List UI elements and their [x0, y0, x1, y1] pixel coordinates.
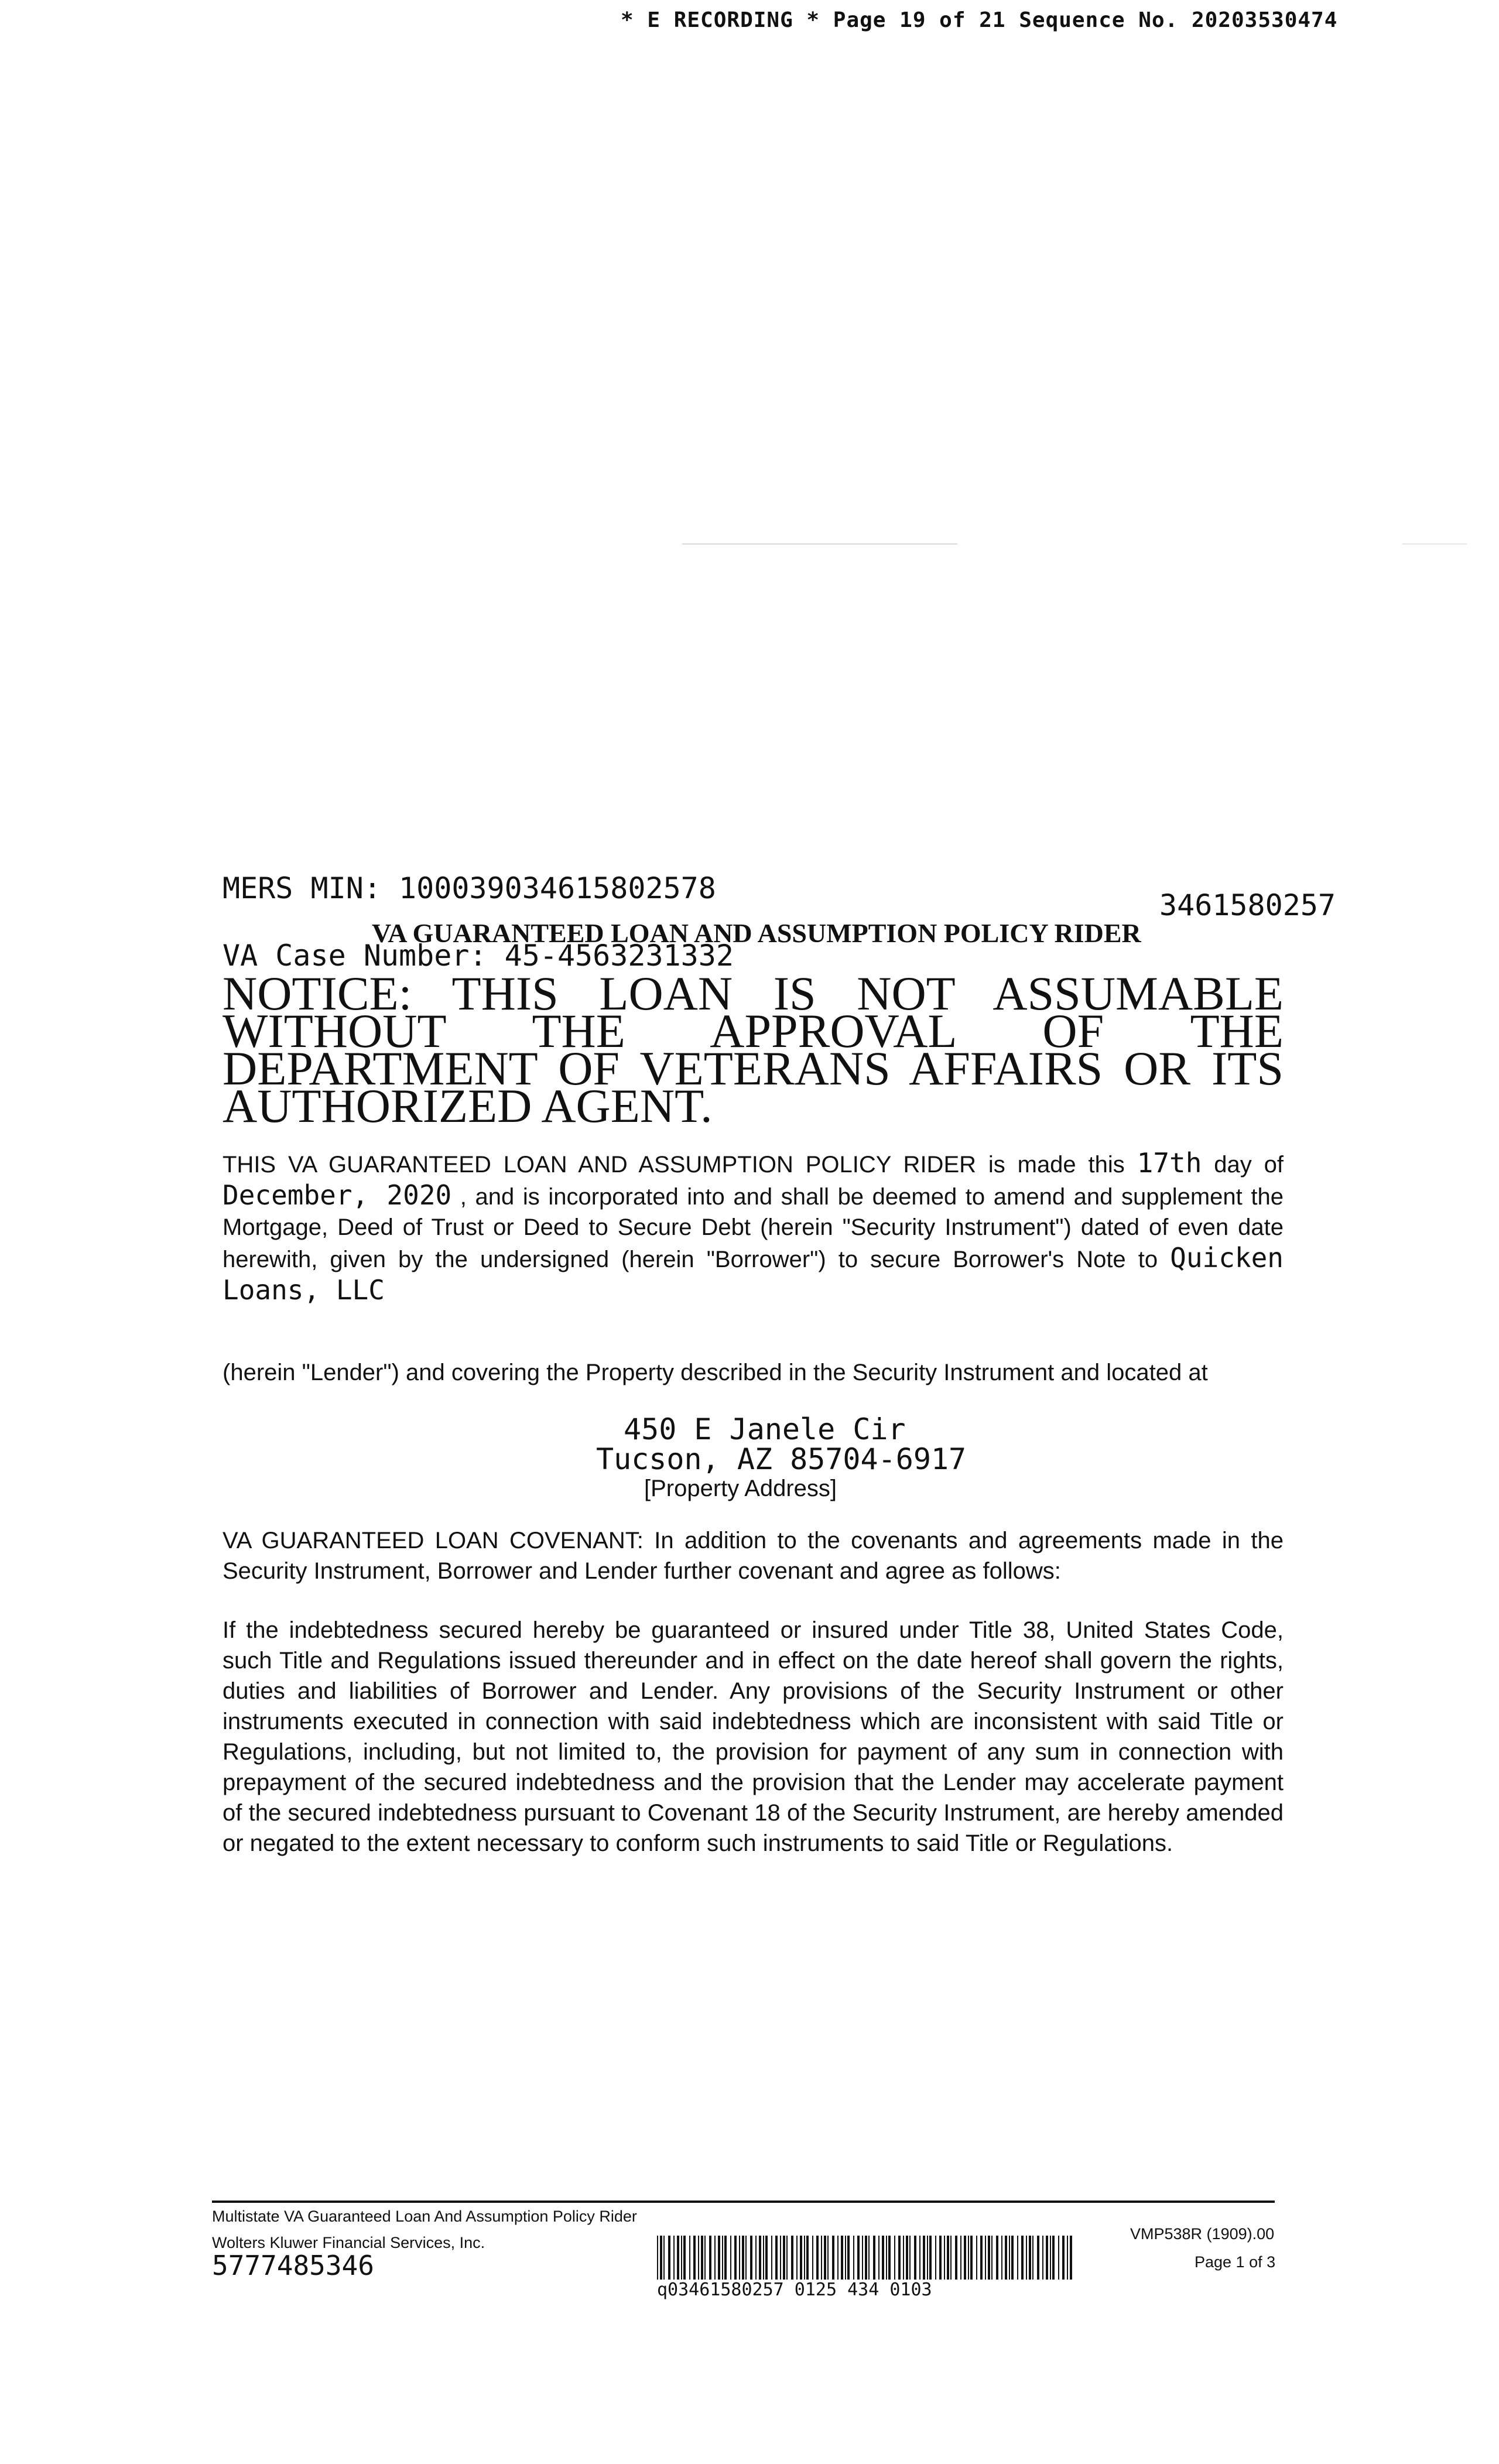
footer-rule: [212, 2201, 1275, 2203]
barcode-bar: [886, 2236, 887, 2280]
barcode-bar: [976, 2236, 977, 2280]
barcode-bar: [1032, 2236, 1033, 2280]
barcode-bar: [806, 2236, 809, 2280]
barcode-bar: [698, 2236, 699, 2280]
month-year-fill: December, 2020: [223, 1179, 452, 1211]
barcode-bar: [865, 2236, 867, 2280]
publisher: Wolters Kluwer Financial Services, Inc.: [212, 2234, 485, 2251]
barcode-bar: [722, 2236, 723, 2280]
barcode-bar: [964, 2236, 966, 2280]
scan-artifact-line: [682, 543, 957, 545]
barcode-bar: [991, 2236, 993, 2280]
intro-text: day of: [1202, 1152, 1284, 1178]
intro-text: THIS VA GUARANTEED LOAN AND ASSUMPTION POLICY RIDER is made this: [223, 1152, 1137, 1178]
barcode-bar: [681, 2236, 682, 2280]
barcode-bar: [988, 2236, 990, 2280]
barcode-bar: [845, 2236, 846, 2280]
barcode-bar: [882, 2236, 884, 2280]
barcode: [657, 2236, 1074, 2280]
barcode-bar: [816, 2236, 819, 2280]
barcode-bar: [1052, 2236, 1055, 2280]
covenant-paragraph: VA GUARANTEED LOAN COVENANT: In addition to the covenants and agreements made in the Security Instrument, Borrower and Lender further covenant and agree as follows:: [223, 1528, 1284, 1584]
barcode-bar: [968, 2236, 969, 2280]
property-address-label: [Property Address]: [644, 1476, 837, 1501]
barcode-bar: [763, 2236, 764, 2280]
barcode-bar: [970, 2236, 973, 2280]
barcode-bar: [929, 2236, 932, 2280]
scan-artifact-line: [1402, 543, 1467, 545]
page-number: Page 1 of 3: [1195, 2253, 1276, 2271]
barcode-bar: [944, 2236, 945, 2280]
barcode-bar: [739, 2236, 740, 2280]
barcode-bar: [704, 2236, 706, 2280]
barcode-bar: [714, 2236, 716, 2280]
barcode-bar: [689, 2236, 690, 2280]
loan-number: 3461580257: [1159, 888, 1336, 922]
intro-text: , and is incorporated into and shall be deemed to amend and supplement the Mortgage, Deed of Trust or Deed to Secure Debt (herein "Security Instrument") dated of even date herewith, given by the undersigned (herein "Borrower") to secure Borrower's Note to: [223, 1184, 1284, 1272]
barcode-bar: [1009, 2236, 1010, 2280]
barcode-bar: [1021, 2236, 1024, 2280]
barcode-bar: [660, 2236, 662, 2280]
barcode-bar: [693, 2236, 696, 2280]
property-address-line1: 450 E Janele Cir: [624, 1412, 906, 1446]
barcode-bar: [1058, 2236, 1059, 2280]
barcode-bar: [955, 2236, 957, 2280]
barcode-bar: [1017, 2236, 1018, 2280]
barcode-bar: [939, 2236, 942, 2280]
barcode-bar: [1062, 2236, 1065, 2280]
barcode-bar: [927, 2236, 928, 2280]
barcode-bar: [996, 2236, 998, 2280]
barcode-bar: [1046, 2236, 1048, 2280]
barcode-bar: [1042, 2236, 1043, 2280]
barcode-bar: [1011, 2236, 1014, 2280]
barcode-bar: [663, 2236, 665, 2280]
barcode-bar: [668, 2236, 670, 2280]
barcode-bar: [800, 2236, 802, 2280]
barcode-bar: [914, 2236, 916, 2280]
barcode-bar: [868, 2236, 870, 2280]
barcode-bar: [1029, 2236, 1031, 2280]
barcode-bar: [745, 2236, 747, 2280]
property-address-line2: Tucson, AZ 85704-6917: [596, 1442, 967, 1476]
barcode-bar: [980, 2236, 983, 2280]
barcode-bar: [786, 2236, 788, 2280]
barcode-bar: [857, 2236, 860, 2280]
barcode-bar: [985, 2236, 986, 2280]
form-title: Multistate VA Guaranteed Loan And Assumption Policy Rider: [212, 2208, 637, 2225]
va-case-number: VA Case Number: 45-4563231332: [223, 939, 734, 973]
barcode-bar: [821, 2236, 822, 2280]
barcode-bar: [673, 2236, 675, 2280]
barcode-bar: [878, 2236, 879, 2280]
intro-paragraph: [223, 1148, 1284, 1307]
barcode-bar: [701, 2236, 703, 2280]
barcode-bar: [734, 2236, 737, 2280]
barcode-bar: [804, 2236, 805, 2280]
barcode-bar: [824, 2236, 826, 2280]
barcode-bar: [898, 2236, 901, 2280]
barcode-bar: [771, 2236, 772, 2280]
barcode-bar: [960, 2236, 961, 2280]
barcode-bar: [906, 2236, 908, 2280]
barcode-bar: [742, 2236, 744, 2280]
mers-min: MERS MIN: 100039034615802578: [223, 871, 716, 905]
assumption-notice: NOTICE: THIS LOAN IS NOT ASSUMABLE WITHOUT THE APPROVAL OF THE DEPARTMENT OF VETERANS AFFAIRS OR ITS AUTHORIZED AGENT.: [223, 967, 1284, 1132]
barcode-bar: [677, 2236, 679, 2280]
barcode-bar: [683, 2236, 686, 2280]
barcode-bar: [791, 2236, 793, 2280]
barcode-bar: [919, 2236, 920, 2280]
barcode-bar: [759, 2236, 761, 2280]
barcode-bar: [750, 2236, 752, 2280]
barcode-bar: [780, 2236, 781, 2280]
barcode-bar: [1070, 2236, 1072, 2280]
barcode-bar: [1005, 2236, 1007, 2280]
barcode-bar: [755, 2236, 757, 2280]
barcode-bar: [947, 2236, 949, 2280]
day-fill: 17th: [1137, 1147, 1202, 1179]
barcode-bar: [1001, 2236, 1002, 2280]
barcode-bar: [1067, 2236, 1068, 2280]
document-number: 5777485346: [212, 2250, 374, 2281]
barcode-bar: [657, 2236, 658, 2280]
rider-title: VA GUARANTEED LOAN AND ASSUMPTION POLICY RIDER: [372, 918, 1141, 948]
barcode-bar: [841, 2236, 843, 2280]
barcode-bar: [873, 2236, 875, 2280]
barcode-bar: [923, 2236, 925, 2280]
barcode-bar: [765, 2236, 768, 2280]
lender-fill: Quicken Loans, LLC: [223, 1242, 1284, 1306]
barcode-bar: [718, 2236, 720, 2280]
barcode-bar: [894, 2236, 895, 2280]
barcode-bar: [837, 2236, 839, 2280]
body-paragraph: If the indebtedness secured hereby be guaranteed or insured under Title 38, United States Code, such Title and Regulations issued thereunder and in effect on the date hereof shall govern the rights, duties and liabilities of Borrower and Lender. Any provisions of the Security Instrument or other instruments executed in connection with said indebtedness which are inconsistent with said Title or Regulations, including, but not limited to, the provision for payment of any sum in connection with prepayment of the secured indebtedness and the provision that the Lender may accelerate payment of the secured indebtedness pursuant to Covenant 18 of the Security Instrument, are hereby amended or negated to the extent necessary to conform such instruments to said Title or Regulations.: [223, 1617, 1284, 1856]
barcode-bar: [1050, 2236, 1051, 2280]
barcode-bar: [909, 2236, 911, 2280]
barcode-bar: [903, 2236, 904, 2280]
barcode-text: q03461580257 0125 434 0103: [657, 2280, 932, 2300]
barcode-bar: [888, 2236, 891, 2280]
barcode-bar: [783, 2236, 785, 2280]
barcode-bar: [935, 2236, 936, 2280]
barcode-bar: [812, 2236, 813, 2280]
barcode-bar: [775, 2236, 778, 2280]
barcode-bar: [827, 2236, 829, 2280]
barcode-bar: [1037, 2236, 1039, 2280]
covers-paragraph: (herein "Lender") and covering the Property described in the Security Instrument and located at: [223, 1360, 1208, 1385]
barcode-bar: [730, 2236, 731, 2280]
barcode-bar: [832, 2236, 834, 2280]
barcode-bar: [1026, 2236, 1027, 2280]
barcode-bar: [853, 2236, 854, 2280]
barcode-bar: [847, 2236, 850, 2280]
barcode-bar: [709, 2236, 711, 2280]
recording-header: * E RECORDING * Page 19 of 21 Sequence No. 20203530474: [621, 8, 1338, 32]
barcode-bar: [862, 2236, 863, 2280]
barcode-bar: [724, 2236, 727, 2280]
form-code: VMP538R (1909).00: [1130, 2225, 1275, 2243]
barcode-bar: [796, 2236, 798, 2280]
barcode-bar: [950, 2236, 952, 2280]
